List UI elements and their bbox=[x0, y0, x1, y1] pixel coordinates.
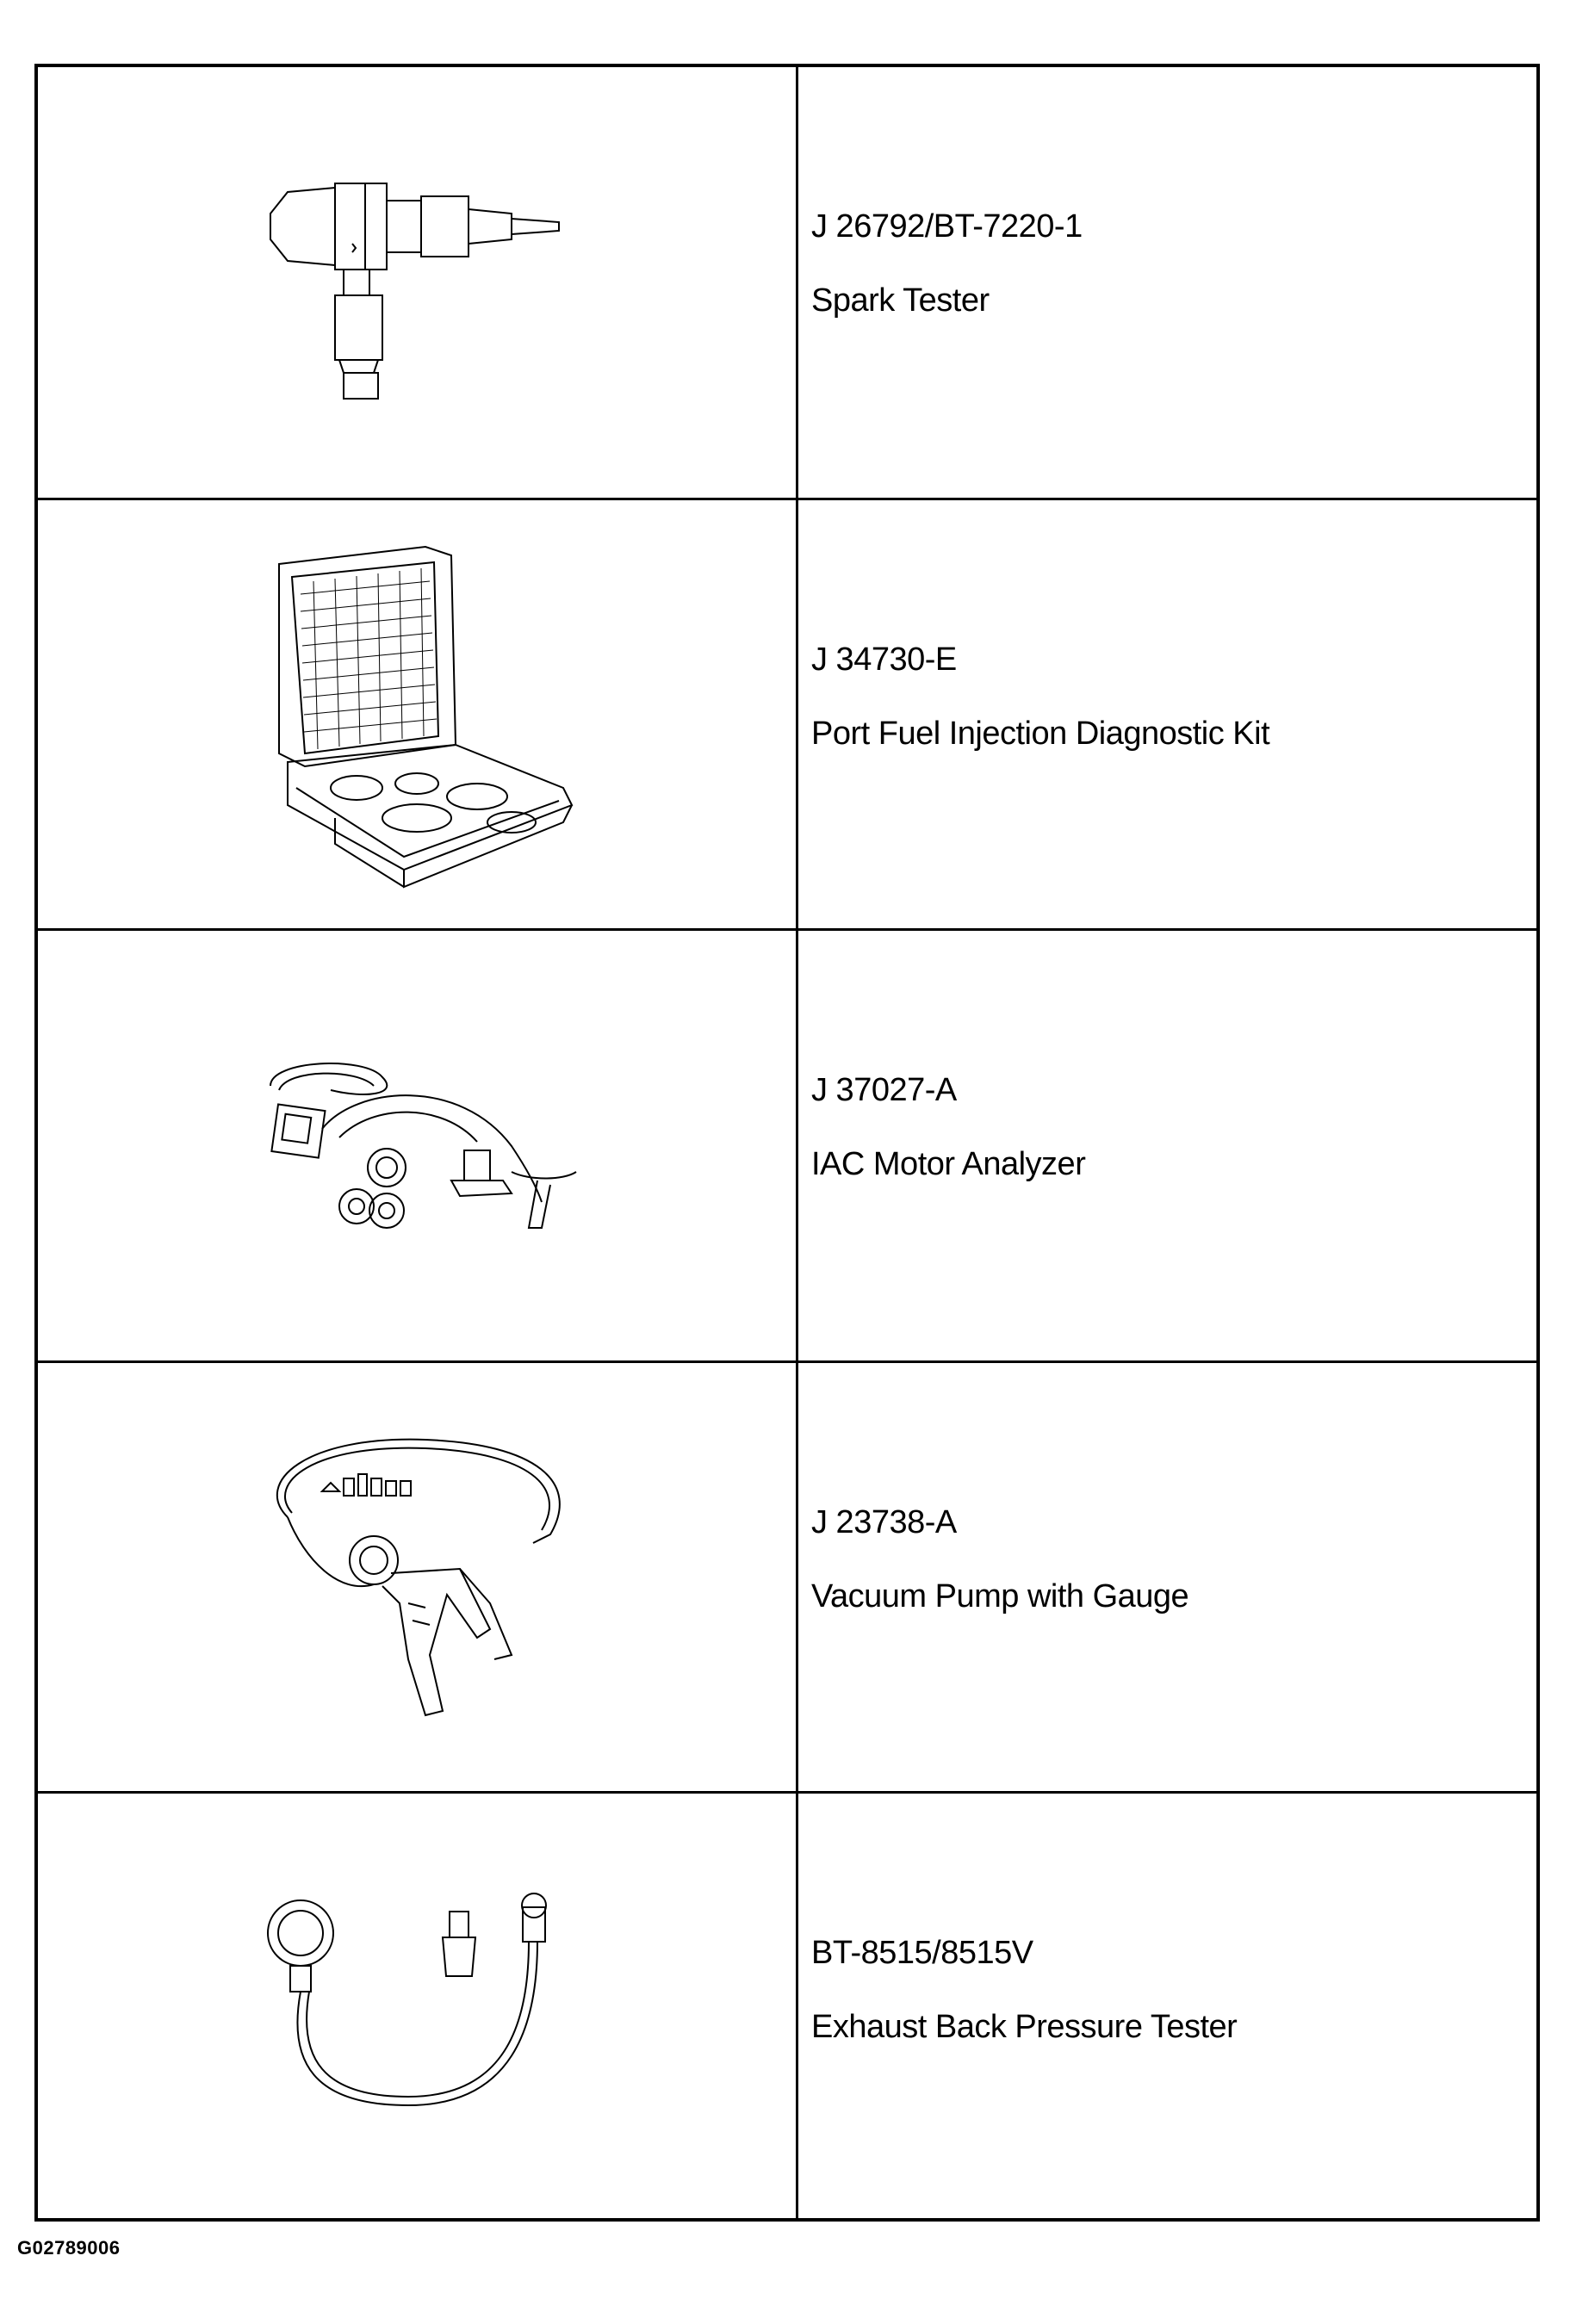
tool-number: J 26792/BT-7220-1 bbox=[811, 208, 1083, 245]
tool-name: Vacuum Pump with Gauge bbox=[811, 1578, 1189, 1614]
special-tools-table bbox=[34, 64, 1540, 2222]
tool-info bbox=[806, 500, 1530, 928]
tool-name: Port Fuel Injection Diagnostic Kit bbox=[811, 716, 1270, 752]
table-row bbox=[38, 67, 1536, 498]
iac-analyzer-drawing-icon bbox=[38, 931, 796, 1360]
tool-info bbox=[806, 1363, 1530, 1791]
table-row bbox=[38, 1791, 1536, 2218]
pressure-tester-drawing-icon bbox=[38, 1794, 796, 2218]
spark-tester-drawing-icon bbox=[38, 67, 796, 498]
tool-number: J 34730-E bbox=[811, 641, 957, 678]
table-row bbox=[38, 928, 1536, 1360]
tool-name: Spark Tester bbox=[811, 282, 990, 319]
table-row bbox=[38, 1360, 1536, 1791]
column-divider bbox=[796, 500, 798, 928]
tool-info bbox=[806, 67, 1530, 498]
tool-number: J 23738-A bbox=[811, 1504, 957, 1540]
figure-id: G02789006 bbox=[17, 2237, 121, 2259]
column-divider bbox=[796, 1363, 798, 1791]
column-divider bbox=[796, 1794, 798, 2218]
tool-info bbox=[806, 931, 1530, 1360]
tool-name: IAC Motor Analyzer bbox=[811, 1146, 1086, 1182]
table-row bbox=[38, 498, 1536, 928]
column-divider bbox=[796, 931, 798, 1360]
tool-number: J 37027-A bbox=[811, 1072, 957, 1108]
tool-number: BT-8515/8515V bbox=[811, 1935, 1033, 1971]
tool-info bbox=[806, 1794, 1530, 2218]
tool-name: Exhaust Back Pressure Tester bbox=[811, 2009, 1238, 2045]
column-divider bbox=[796, 67, 798, 498]
vacuum-pump-drawing-icon bbox=[38, 1363, 796, 1791]
diagnostic-kit-case-drawing-icon bbox=[38, 500, 796, 928]
